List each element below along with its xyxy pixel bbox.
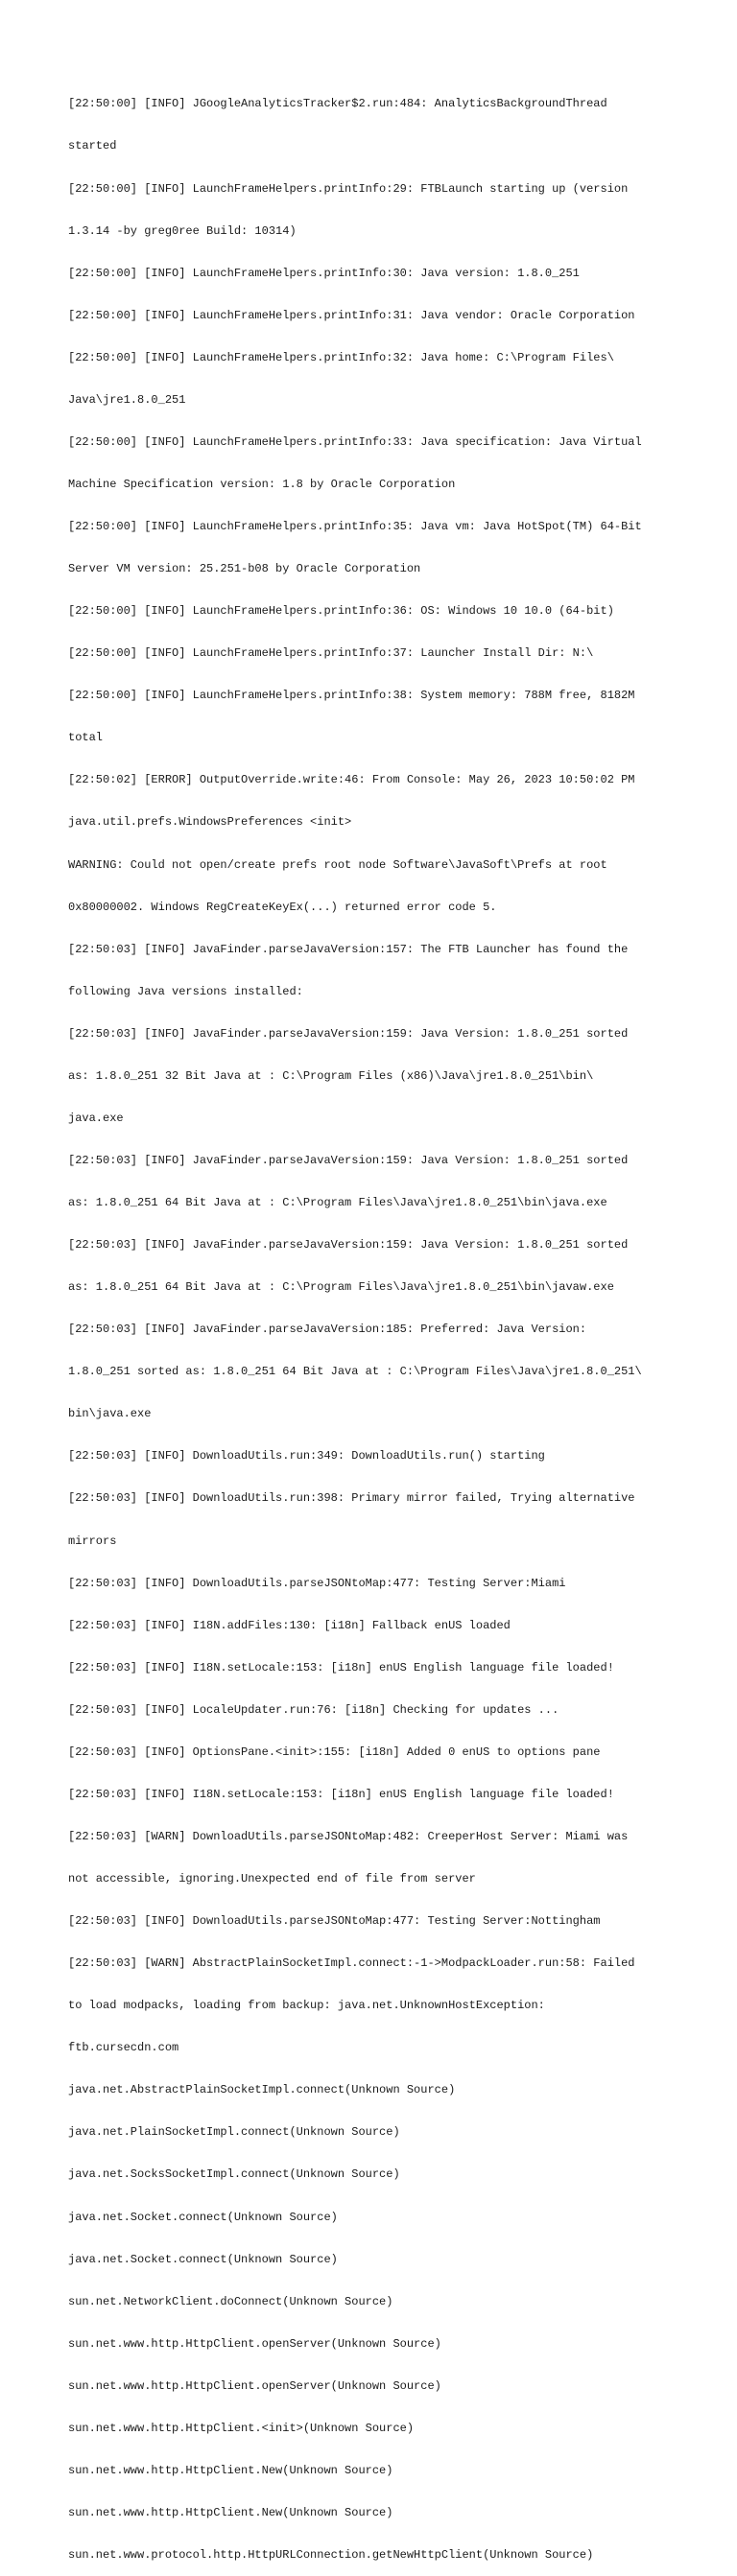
log-line: sun.net.www.http.HttpClient.New(Unknown Source) — [68, 2505, 393, 2519]
log-line: sun.net.www.protocol.http.HttpURLConnection.getNewHttpClient(Unknown Source) — [68, 2548, 594, 2562]
log-line: java.net.Socket.connect(Unknown Source) — [68, 2210, 338, 2224]
log-line: [22:50:03] [INFO] JavaFinder.parseJavaVersion:185: Preferred: Java Version: — [68, 1323, 587, 1337]
log-line: bin\java.exe — [68, 1407, 152, 1421]
log-line: not accessible, ignoring.Unexpected end of file from server — [68, 1872, 476, 1885]
log-line: total — [68, 731, 104, 745]
log-line: [22:50:00] [INFO] LaunchFrameHelpers.printInfo:31: Java vendor: Oracle Corporation — [68, 308, 635, 322]
log-line: [22:50:00] [INFO] LaunchFrameHelpers.printInfo:37: Launcher Install Dir: N:\ — [68, 646, 594, 661]
log-line: [22:50:03] [INFO] DownloadUtils.parseJSONtoMap:477: Testing Server:Nottingham — [68, 1914, 601, 1929]
log-document — [68, 69, 673, 2576]
log-line: [22:50:00] [INFO] LaunchFrameHelpers.printInfo:33: Java specification: Java Virtual — [68, 434, 642, 449]
log-line: [22:50:03] [INFO] LocaleUpdater.run:76: [i18n] Checking for updates ... — [68, 1702, 559, 1717]
log-line: [22:50:00] [INFO] LaunchFrameHelpers.printInfo:29: FTBLaunch starting up (version — [68, 181, 629, 196]
log-line: WARNING: Could not open/create prefs root node Software\JavaSoft\Prefs at root — [68, 857, 607, 872]
log-line: java.net.SocksSocketImpl.connect(Unknown Source) — [68, 2167, 400, 2182]
log-line: [22:50:03] [INFO] DownloadUtils.run:349: DownloadUtils.run() starting — [68, 1449, 545, 1464]
log-line: [22:50:03] [INFO] JavaFinder.parseJavaVersion:159: Java Version: 1.8.0_251 sorted — [68, 1026, 629, 1041]
log-line: [22:50:03] [INFO] OptionsPane.<init>:155: [i18n] Added 0 enUS to options pane — [68, 1745, 601, 1759]
log-line: [22:50:00] [INFO] LaunchFrameHelpers.printInfo:30: Java version: 1.8.0_251 — [68, 266, 580, 280]
log-line: [22:50:03] [INFO] I18N.addFiles:130: [i18n] Fallback enUS loaded — [68, 1618, 511, 1632]
log-line: [22:50:00] [INFO] LaunchFrameHelpers.printInfo:32: Java home: C:\Program Files\ — [68, 350, 614, 364]
log-line: as: 1.8.0_251 32 Bit Java at : C:\Program Files (x86)\Java\jre1.8.0_251\bin\ — [68, 1068, 594, 1083]
log-line: java.net.Socket.connect(Unknown Source) — [68, 2252, 338, 2266]
log-line: [22:50:00] [INFO] LaunchFrameHelpers.printInfo:36: OS: Windows 10 10.0 (64-bit) — [68, 604, 614, 619]
log-line: 1.8.0_251 sorted as: 1.8.0_251 64 Bit Java at : C:\Program Files\Java\jre1.8.0_251\ — [68, 1365, 642, 1379]
log-line: [22:50:03] [WARN] DownloadUtils.parseJSONtoMap:482: CreeperHost Server: Miami was — [68, 1829, 629, 1843]
log-line: [22:50:03] [INFO] I18N.setLocale:153: [i18n] enUS English language file loaded! — [68, 1787, 614, 1801]
log-line: 1.3.14 -by greg0ree Build: 10314) — [68, 223, 297, 238]
log-line: [22:50:03] [INFO] JavaFinder.parseJavaVersion:159: Java Version: 1.8.0_251 sorted — [68, 1238, 629, 1253]
log-line: [22:50:00] [INFO] JGoogleAnalyticsTracker$2.run:484: AnalyticsBackgroundThread — [68, 97, 607, 111]
log-line: sun.net.www.http.HttpClient.openServer(Unknown Source) — [68, 2378, 441, 2393]
log-line: sun.net.NetworkClient.doConnect(Unknown Source) — [68, 2294, 393, 2308]
log-line: [22:50:00] [INFO] LaunchFrameHelpers.printInfo:35: Java vm: Java HotSpot(TM) 64-Bit — [68, 520, 642, 533]
log-line: sun.net.www.http.HttpClient.<init>(Unknown Source) — [68, 2421, 415, 2435]
log-line: [22:50:03] [INFO] DownloadUtils.parseJSONtoMap:477: Testing Server:Miami — [68, 1576, 566, 1590]
log-line: as: 1.8.0_251 64 Bit Java at : C:\Program Files\Java\jre1.8.0_251\bin\java.exe — [68, 1196, 607, 1209]
log-line: java.util.prefs.WindowsPreferences <init> — [68, 815, 352, 830]
log-line: Java\jre1.8.0_251 — [68, 392, 186, 407]
log-line: Machine Specification version: 1.8 by Oracle Corporation — [68, 477, 456, 491]
log-line: sun.net.www.http.HttpClient.New(Unknown Source) — [68, 2463, 393, 2477]
log-line: [22:50:03] [INFO] I18N.setLocale:153: [i18n] enUS English language file loaded! — [68, 1660, 614, 1674]
log-line: java.net.AbstractPlainSocketImpl.connect(Unknown Source) — [68, 2083, 456, 2097]
log-line: ftb.cursecdn.com — [68, 2041, 179, 2055]
log-line: java.net.PlainSocketImpl.connect(Unknown Source) — [68, 2125, 400, 2140]
log-line: [22:50:00] [INFO] LaunchFrameHelpers.printInfo:38: System memory: 788M free, 8182M — [68, 689, 635, 703]
log-line: [22:50:03] [INFO] JavaFinder.parseJavaVersion:159: Java Version: 1.8.0_251 sorted — [68, 1153, 629, 1167]
log-line: 0x80000002. Windows RegCreateKeyEx(...) returned error code 5. — [68, 900, 497, 914]
log-line: [22:50:03] [WARN] AbstractPlainSocketImpl.connect:-1->ModpackLoader.run:58: Failed — [68, 1956, 635, 1971]
log-line: sun.net.www.http.HttpClient.openServer(Unknown Source) — [68, 2336, 441, 2351]
log-line: started — [68, 139, 117, 153]
log-line: Server VM version: 25.251-b08 by Oracle Corporation — [68, 562, 421, 576]
log-line: mirrors — [68, 1534, 117, 1548]
log-line: [22:50:03] [INFO] JavaFinder.parseJavaVersion:157: The FTB Launcher has found the — [68, 942, 629, 956]
log-line: following Java versions installed: — [68, 984, 303, 998]
log-line: java.exe — [68, 1111, 124, 1125]
log-line: to load modpacks, loading from backup: java.net.UnknownHostException: — [68, 1999, 545, 2013]
log-line: [22:50:02] [ERROR] OutputOverride.write:46: From Console: May 26, 2023 10:50:02 PM — [68, 773, 635, 787]
log-line: as: 1.8.0_251 64 Bit Java at : C:\Program Files\Java\jre1.8.0_251\bin\javaw.exe — [68, 1280, 614, 1295]
log-line: [22:50:03] [INFO] DownloadUtils.run:398: Primary mirror failed, Trying alternative — [68, 1491, 635, 1506]
